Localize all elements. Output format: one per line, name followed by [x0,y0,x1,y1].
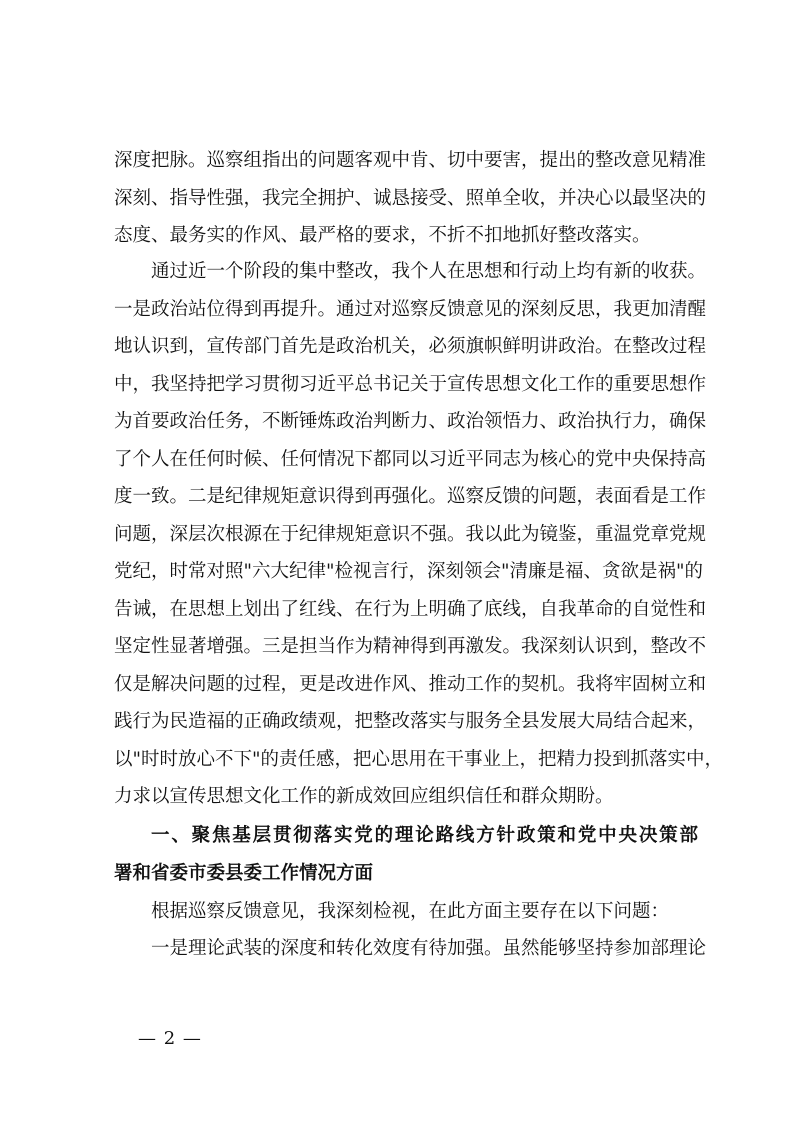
paragraph-line: 党纪，时常对照"六大纪律"检视言行，深刻领会"清廉是福、贪欲是祸"的 [114,561,704,582]
paragraph-line: 力求以宣传思想文化工作的新成效回应组织信任和群众期盼。 [114,786,614,807]
paragraph-line: 践行为民造福的正确政绩观，把整改落实与服务全县发展大局结合起来， [114,711,707,732]
heading-line: 一、聚焦基层贯彻落实党的理论路线方针政策和党中央决策部 [151,825,698,846]
paragraph-line: 地认识到，宣传部门首先是政治机关，必须旗帜鲜明讲政治。在整改过程 [114,336,707,357]
paragraph-line: 通过近一个阶段的集中整改，我个人在思想和行动上均有新的收获。 [151,261,707,282]
paragraph-2 [114,253,724,816]
paragraph-line: 坚定性显著增强。三是担当作为精神得到再激发。我深刻认识到，整改不 [114,636,707,657]
paragraph-line: 告诫，在思想上划出了红线、在行为上明确了底线，自我革命的自觉性和 [114,598,707,620]
paragraph-3 [114,893,698,931]
paragraph-line: 度一致。二是纪律规矩意识得到再强化。巡察反馈的问题，表面看是工作 [114,486,707,507]
paragraph-line: 中，我坚持把学习贯彻习近平总书记关于宣传思想文化工作的重要思想作 [114,373,707,395]
heading-line: 署和省委市委县委工作情况方面 [114,862,374,884]
paragraph-line: 仅是解决问题的过程，更是改进作风、推动工作的契机。我将牢固树立和 [114,673,707,695]
paragraph-1 [114,142,707,255]
paragraph-line: 深刻、指导性强，我完全拥护、诚恳接受、照单全收，并决心以最坚决的 [114,187,707,209]
paragraph-line: 根据巡察反馈意见，我深刻检视，在此方面主要存在以下问题： [151,901,670,922]
page-number: — 2 — [138,1028,202,1049]
paragraph-line: 为首要政治任务，不断锤炼政治判断力、政治领悟力、政治执行力，确保 [114,411,707,432]
paragraph-line: 一是理论武装的深度和转化效度有待加强。虽然能够坚持参加部理论 [151,938,707,959]
paragraph-line: 深度把脉。巡察组指出的问题客观中肯、切中要害，提出的整改意见精准 [114,150,707,171]
paragraph-line: 了个人在任何时候、任何情况下都同以习近平同志为核心的党中央保持高 [114,448,707,470]
paragraph-line: 一是政治站位得到再提升。通过对巡察反馈意见的深刻反思，我更加清醒 [114,298,707,320]
section-heading-1 [114,817,698,892]
paragraph-line: 态度、最务实的作风、最严格的要求，不折不扣地抓好整改落实。 [114,225,651,246]
paragraph-line: 以"时时放心不下"的责任感，把心思用在干事业上，把精力投到抓落实中， [114,748,724,770]
paragraph-line: 问题，深层次根源在于纪律规矩意识不强。我以此为镜鉴，重温党章党规 [114,523,707,545]
paragraph-4 [114,930,707,968]
